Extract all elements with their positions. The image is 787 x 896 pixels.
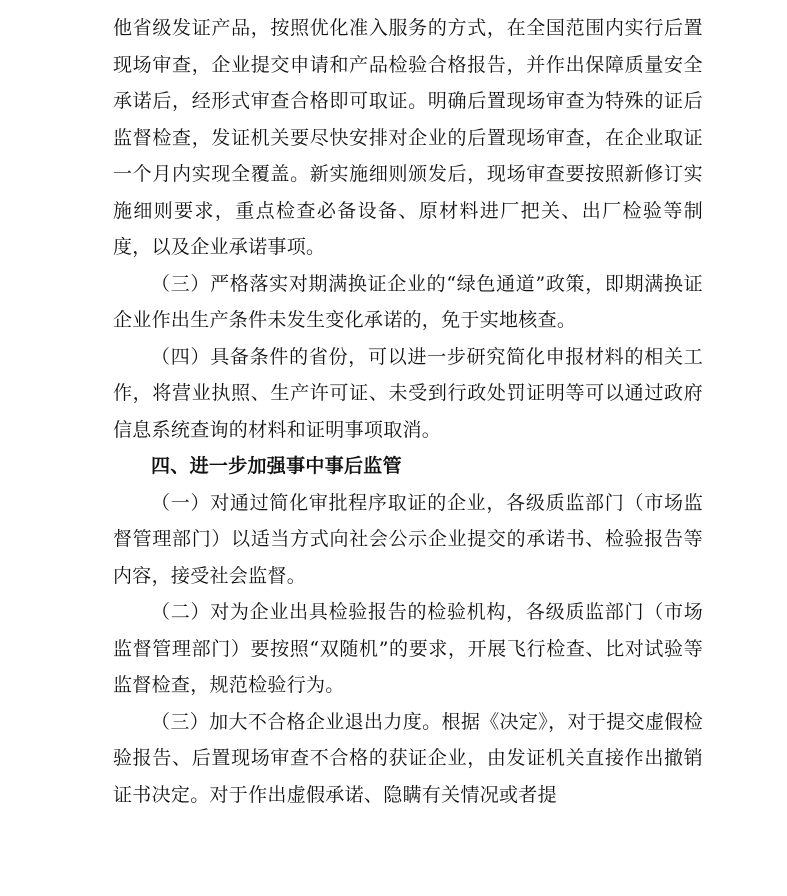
- paragraph-green-channel: （三）严格落实对期满换证企业的“绿色通道”政策，即期满换证企业作出生产条件未发生变化承诺的，免于实地核查。: [113, 272, 703, 331]
- paragraph-public-disclosure: （一）对通过简化审批程序取证的企业，各级质监部门（市场监督管理部门）以适当方式向社会公示企业提交的承诺书、检验报告等内容，接受社会监督。: [113, 491, 703, 587]
- paragraph-continuation: 他省级发证产品，按照优化准入服务的方式，在全国范围内实行后置现场审查，企业提交申请和产品检验合格报告，并作出保障质量安全承诺后，经形式审查合格即可取证。明确后置现场审查为特殊的证后监督检查，发证机关要尽快安排对企业的后置现场审查，在企业取证一个月内实现全覆盖。新实施细则颁发后，现场审查要按照新修订实施细则要求，重点检查必备设备、原材料进厂把关、出厂检验等制度，以及企业承诺事项。: [113, 17, 703, 258]
- section-heading: 四、进一步加强事中事后监管: [151, 455, 402, 477]
- paragraph-exit-enforcement: （三）加大不合格企业退出力度。根据《决定》，对于提交虚假检验报告、后置现场审查不合格的获证企业，由发证机关直接作出撤销证书决定。对于作出虚假承诺、隐瞒有关情况或者提: [113, 710, 703, 806]
- paragraph-inspection-agencies: （二）对为企业出具检验报告的检验机构，各级质监部门（市场监督管理部门）要按照“双随机”的要求，开展飞行检查、比对试验等监督检查，规范检验行为。: [113, 601, 703, 696]
- paragraph-simplify-materials: （四）具备条件的省份，可以进一步研究简化申报材料的相关工作，将营业执照、生产许可证、未受到行政处罚证明等可以通过政府信息系统查询的材料和证明事项取消。: [113, 345, 703, 441]
- document-page: [113, 10, 703, 813]
